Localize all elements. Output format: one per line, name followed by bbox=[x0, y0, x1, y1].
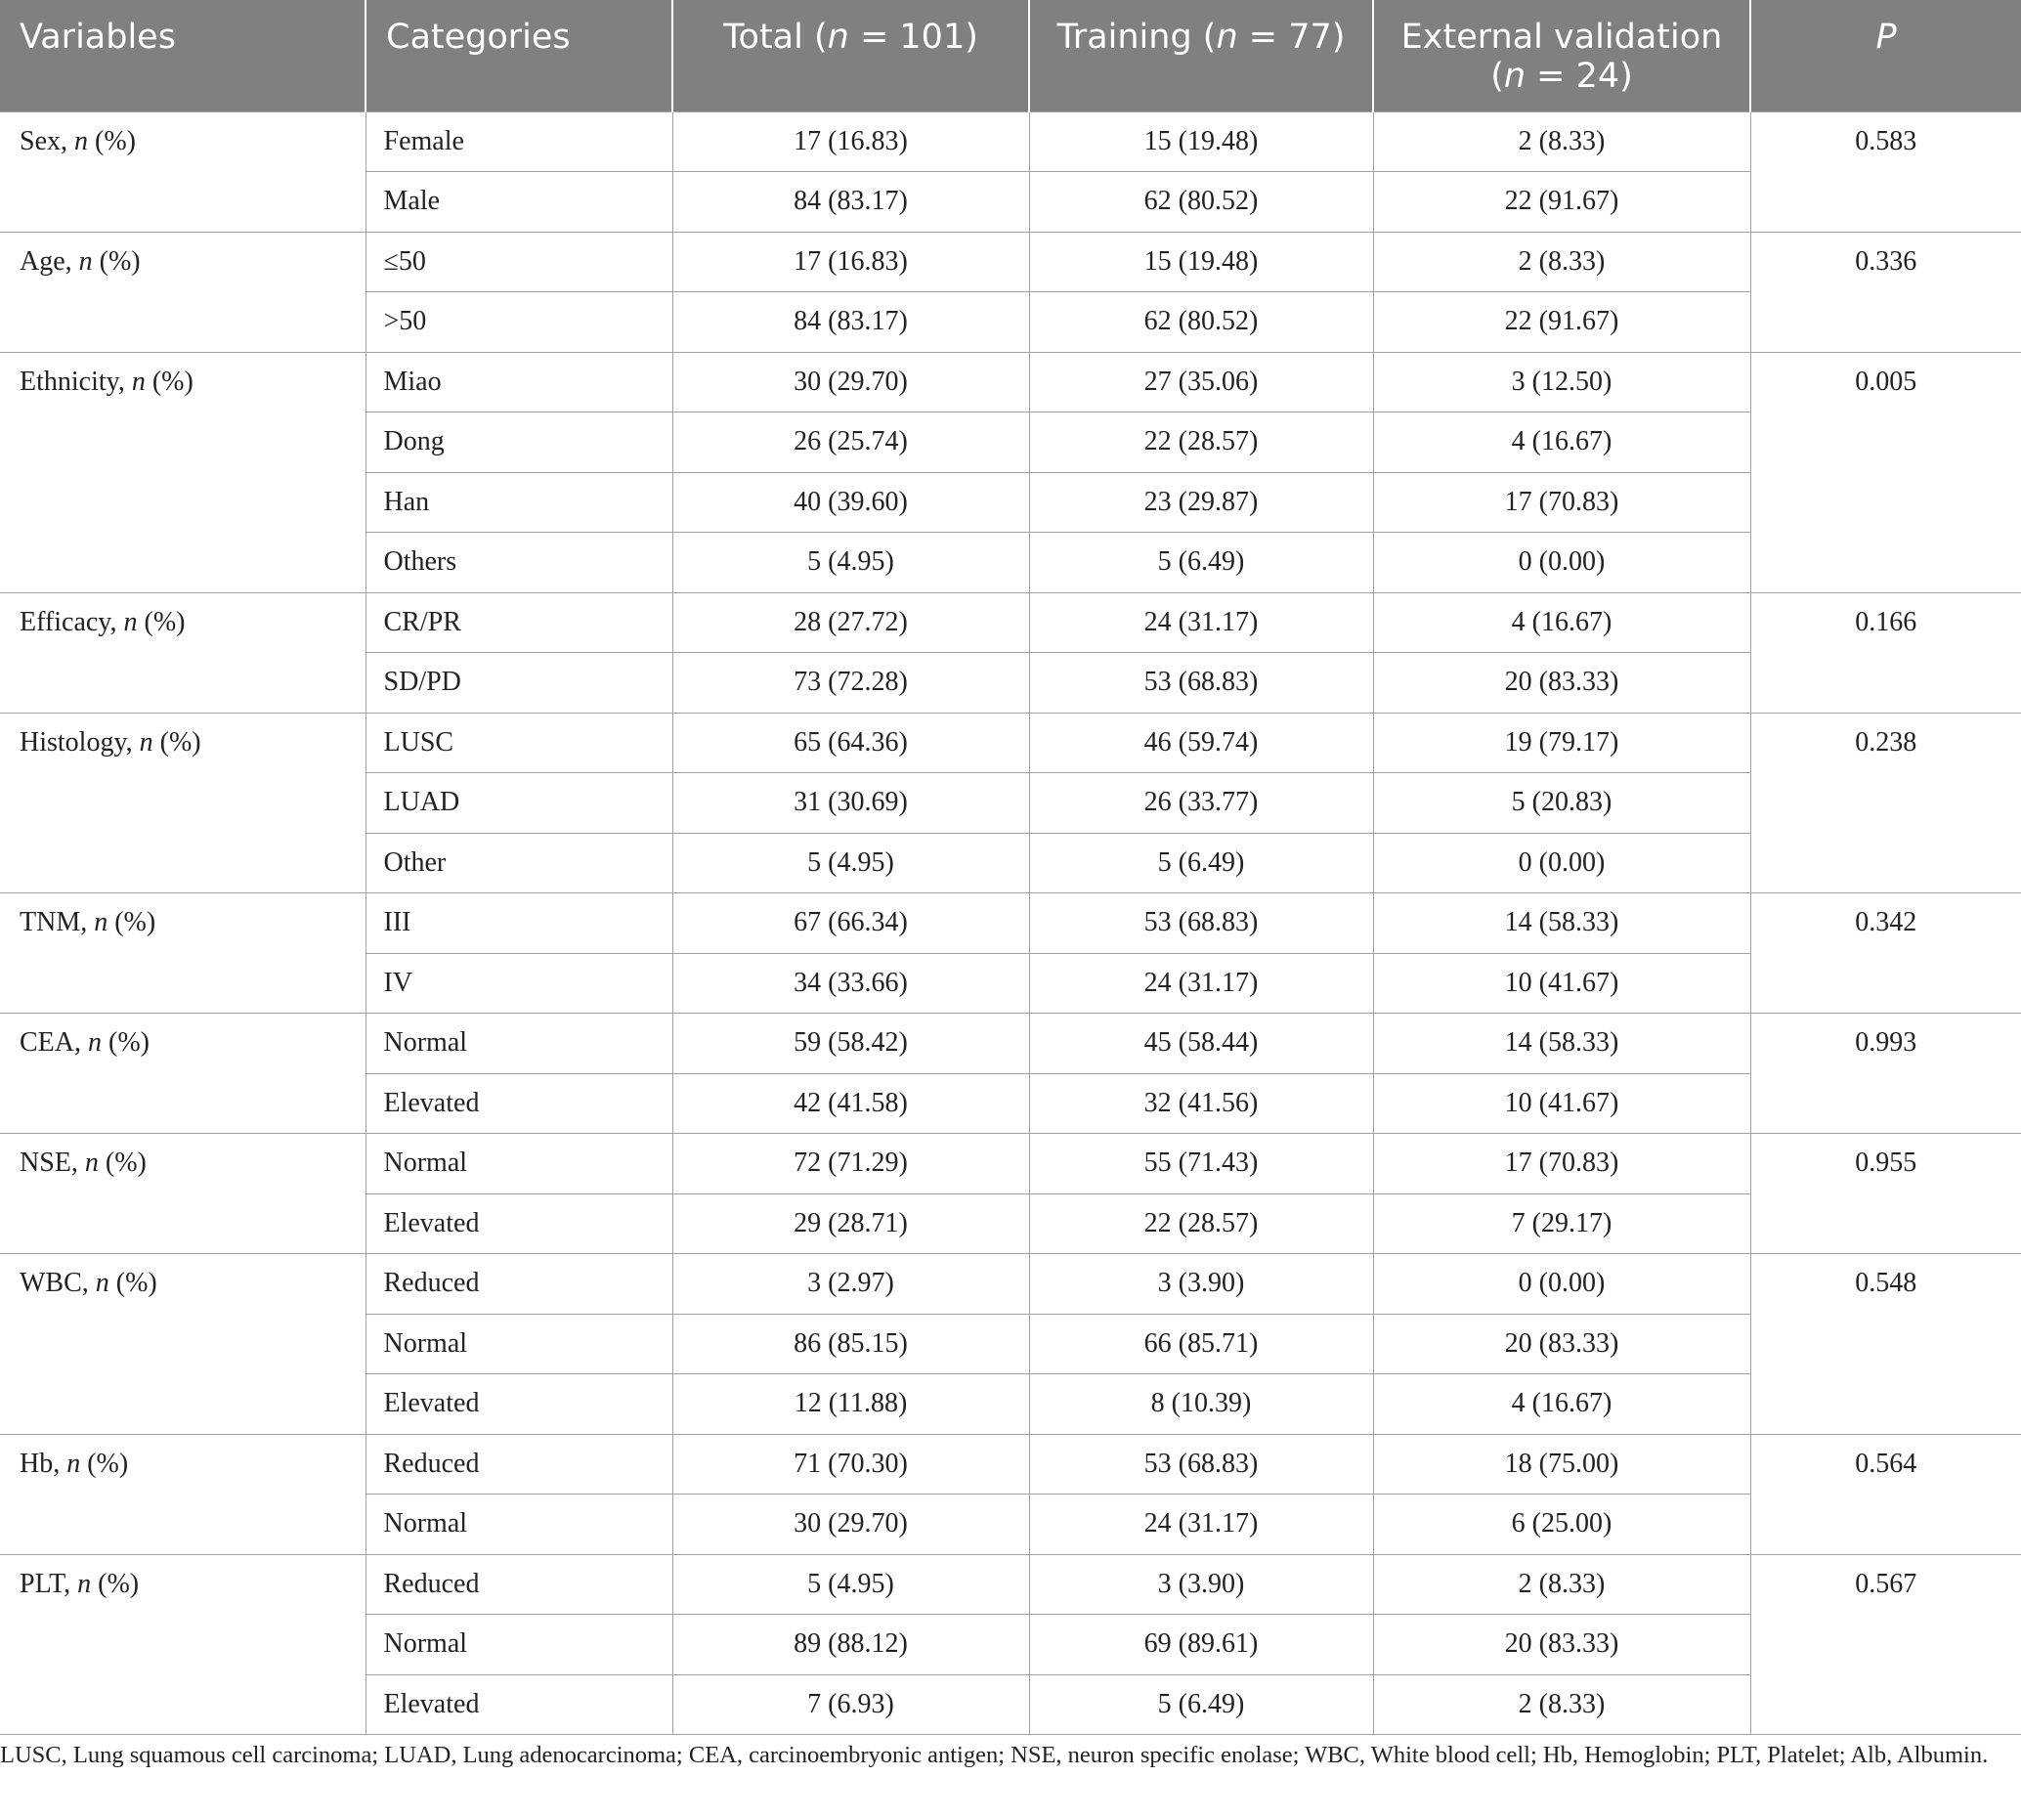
external-validation-cell: 4 (16.67) bbox=[1373, 592, 1750, 653]
training-cell: 3 (3.90) bbox=[1029, 1254, 1373, 1315]
variable-cell: WBC, n (%) bbox=[0, 1254, 366, 1435]
total-cell: 3 (2.97) bbox=[672, 1254, 1029, 1315]
category-cell: Normal bbox=[366, 1134, 672, 1194]
total-cell: 42 (41.58) bbox=[672, 1073, 1029, 1134]
training-cell: 8 (10.39) bbox=[1029, 1374, 1373, 1435]
total-cell: 86 (85.15) bbox=[672, 1314, 1029, 1374]
training-cell: 53 (68.83) bbox=[1029, 893, 1373, 954]
external-validation-cell: 7 (29.17) bbox=[1373, 1193, 1750, 1254]
external-validation-cell: 20 (83.33) bbox=[1373, 653, 1750, 714]
training-cell: 24 (31.17) bbox=[1029, 953, 1373, 1014]
total-cell: 29 (28.71) bbox=[672, 1193, 1029, 1254]
external-validation-cell: 2 (8.33) bbox=[1373, 1674, 1750, 1735]
p-value-cell: 0.336 bbox=[1750, 232, 2021, 352]
total-cell: 5 (4.95) bbox=[672, 533, 1029, 593]
header-training: Training (n = 77) bbox=[1029, 0, 1373, 111]
category-cell: CR/PR bbox=[366, 592, 672, 653]
total-cell: 73 (72.28) bbox=[672, 653, 1029, 714]
external-validation-cell: 19 (79.17) bbox=[1373, 713, 1750, 773]
p-value-cell: 0.955 bbox=[1750, 1134, 2021, 1254]
category-cell: Normal bbox=[366, 1615, 672, 1675]
variable-cell: Hb, n (%) bbox=[0, 1434, 366, 1554]
total-cell: 65 (64.36) bbox=[672, 713, 1029, 773]
p-value-cell: 0.567 bbox=[1750, 1554, 2021, 1735]
category-cell: Normal bbox=[366, 1014, 672, 1074]
category-cell: Normal bbox=[366, 1314, 672, 1374]
category-cell: Dong bbox=[366, 412, 672, 473]
total-cell: 84 (83.17) bbox=[672, 292, 1029, 353]
table-row bbox=[0, 1134, 2021, 1194]
category-cell: Normal bbox=[366, 1495, 672, 1555]
variable-cell: Efficacy, n (%) bbox=[0, 592, 366, 713]
total-cell: 12 (11.88) bbox=[672, 1374, 1029, 1435]
training-cell: 5 (6.49) bbox=[1029, 1674, 1373, 1735]
category-cell: Reduced bbox=[366, 1554, 672, 1615]
total-cell: 34 (33.66) bbox=[672, 953, 1029, 1014]
external-validation-cell: 22 (91.67) bbox=[1373, 172, 1750, 233]
total-cell: 71 (70.30) bbox=[672, 1434, 1029, 1495]
external-validation-cell: 2 (8.33) bbox=[1373, 1554, 1750, 1615]
table-row bbox=[0, 111, 2021, 172]
external-validation-cell: 14 (58.33) bbox=[1373, 893, 1750, 954]
training-cell: 24 (31.17) bbox=[1029, 592, 1373, 653]
total-cell: 7 (6.93) bbox=[672, 1674, 1029, 1735]
header-variables: Variables bbox=[0, 0, 366, 111]
training-cell: 5 (6.49) bbox=[1029, 833, 1373, 893]
training-cell: 32 (41.56) bbox=[1029, 1073, 1373, 1134]
category-cell: Others bbox=[366, 533, 672, 593]
external-validation-cell: 5 (20.83) bbox=[1373, 773, 1750, 834]
external-validation-cell: 0 (0.00) bbox=[1373, 1254, 1750, 1315]
training-cell: 55 (71.43) bbox=[1029, 1134, 1373, 1194]
training-cell: 46 (59.74) bbox=[1029, 713, 1373, 773]
external-validation-cell: 2 (8.33) bbox=[1373, 111, 1750, 172]
total-cell: 17 (16.83) bbox=[672, 232, 1029, 292]
external-validation-cell: 20 (83.33) bbox=[1373, 1615, 1750, 1675]
external-validation-cell: 14 (58.33) bbox=[1373, 1014, 1750, 1074]
p-value-cell: 0.548 bbox=[1750, 1254, 2021, 1435]
table-row bbox=[0, 592, 2021, 653]
category-cell: Elevated bbox=[366, 1073, 672, 1134]
p-value-cell: 0.238 bbox=[1750, 713, 2021, 893]
category-cell: SD/PD bbox=[366, 653, 672, 714]
p-value-cell: 0.583 bbox=[1750, 111, 2021, 232]
total-cell: 31 (30.69) bbox=[672, 773, 1029, 834]
training-cell: 45 (58.44) bbox=[1029, 1014, 1373, 1074]
training-cell: 62 (80.52) bbox=[1029, 172, 1373, 233]
external-validation-cell: 4 (16.67) bbox=[1373, 412, 1750, 473]
p-value-cell: 0.005 bbox=[1750, 352, 2021, 592]
category-cell: LUSC bbox=[366, 713, 672, 773]
total-cell: 26 (25.74) bbox=[672, 412, 1029, 473]
table-footnote: LUSC, Lung squamous cell carcinoma; LUAD, Lung adenocarcinoma; CEA, carcinoembryonic antigen; NSE, neuron specific enolase; WBC, White blood cell; Hb, Hemoglobin; PLT, Platelet; Alb, Albumin. bbox=[0, 1742, 1989, 1768]
training-cell: 26 (33.77) bbox=[1029, 773, 1373, 834]
header-external-validation: External validation (n = 24) bbox=[1373, 0, 1750, 111]
header-row bbox=[0, 0, 2021, 111]
training-cell: 23 (29.87) bbox=[1029, 472, 1373, 533]
header-total: Total (n = 101) bbox=[672, 0, 1029, 111]
external-validation-cell: 0 (0.00) bbox=[1373, 833, 1750, 893]
table-row bbox=[0, 713, 2021, 773]
table-body bbox=[0, 111, 2021, 1735]
variable-cell: Histology, n (%) bbox=[0, 713, 366, 893]
table-row bbox=[0, 352, 2021, 412]
total-cell: 5 (4.95) bbox=[672, 1554, 1029, 1615]
category-cell: Male bbox=[366, 172, 672, 233]
category-cell: Female bbox=[366, 111, 672, 172]
training-cell: 15 (19.48) bbox=[1029, 111, 1373, 172]
table-row bbox=[0, 1554, 2021, 1615]
external-validation-cell: 17 (70.83) bbox=[1373, 1134, 1750, 1194]
header-categories: Categories bbox=[366, 0, 672, 111]
external-validation-cell: 18 (75.00) bbox=[1373, 1434, 1750, 1495]
variable-cell: Ethnicity, n (%) bbox=[0, 352, 366, 592]
category-cell: III bbox=[366, 893, 672, 954]
training-cell: 66 (85.71) bbox=[1029, 1314, 1373, 1374]
category-cell: Han bbox=[366, 472, 672, 533]
total-cell: 30 (29.70) bbox=[672, 352, 1029, 412]
variable-cell: Age, n (%) bbox=[0, 232, 366, 352]
category-cell: Elevated bbox=[366, 1374, 672, 1435]
training-cell: 22 (28.57) bbox=[1029, 1193, 1373, 1254]
category-cell: Elevated bbox=[366, 1674, 672, 1735]
total-cell: 72 (71.29) bbox=[672, 1134, 1029, 1194]
variable-cell: NSE, n (%) bbox=[0, 1134, 366, 1254]
external-validation-cell: 10 (41.67) bbox=[1373, 1073, 1750, 1134]
header-p-value: P bbox=[1750, 0, 2021, 111]
total-cell: 28 (27.72) bbox=[672, 592, 1029, 653]
variable-cell: Sex, n (%) bbox=[0, 111, 366, 232]
external-validation-cell: 0 (0.00) bbox=[1373, 533, 1750, 593]
total-cell: 89 (88.12) bbox=[672, 1615, 1029, 1675]
table-row bbox=[0, 1014, 2021, 1074]
table-row bbox=[0, 893, 2021, 954]
category-cell: Reduced bbox=[366, 1434, 672, 1495]
external-validation-cell: 20 (83.33) bbox=[1373, 1314, 1750, 1374]
training-cell: 69 (89.61) bbox=[1029, 1615, 1373, 1675]
p-value-cell: 0.564 bbox=[1750, 1434, 2021, 1554]
training-cell: 27 (35.06) bbox=[1029, 352, 1373, 412]
p-value-cell: 0.166 bbox=[1750, 592, 2021, 713]
variable-cell: TNM, n (%) bbox=[0, 893, 366, 1014]
training-cell: 53 (68.83) bbox=[1029, 653, 1373, 714]
table-row bbox=[0, 1254, 2021, 1315]
external-validation-cell: 22 (91.67) bbox=[1373, 292, 1750, 353]
external-validation-cell: 10 (41.67) bbox=[1373, 953, 1750, 1014]
category-cell: Miao bbox=[366, 352, 672, 412]
table-row bbox=[0, 232, 2021, 292]
training-cell: 53 (68.83) bbox=[1029, 1434, 1373, 1495]
category-cell: Other bbox=[366, 833, 672, 893]
external-validation-cell: 2 (8.33) bbox=[1373, 232, 1750, 292]
training-cell: 62 (80.52) bbox=[1029, 292, 1373, 353]
training-cell: 5 (6.49) bbox=[1029, 533, 1373, 593]
total-cell: 5 (4.95) bbox=[672, 833, 1029, 893]
external-validation-cell: 17 (70.83) bbox=[1373, 472, 1750, 533]
training-cell: 3 (3.90) bbox=[1029, 1554, 1373, 1615]
total-cell: 17 (16.83) bbox=[672, 111, 1029, 172]
category-cell: >50 bbox=[366, 292, 672, 353]
total-cell: 40 (39.60) bbox=[672, 472, 1029, 533]
category-cell: Reduced bbox=[366, 1254, 672, 1315]
category-cell: LUAD bbox=[366, 773, 672, 834]
external-validation-cell: 4 (16.67) bbox=[1373, 1374, 1750, 1435]
external-validation-cell: 6 (25.00) bbox=[1373, 1495, 1750, 1555]
total-cell: 59 (58.42) bbox=[672, 1014, 1029, 1074]
category-cell: Elevated bbox=[366, 1193, 672, 1254]
variable-cell: PLT, n (%) bbox=[0, 1554, 366, 1735]
p-value-cell: 0.993 bbox=[1750, 1014, 2021, 1134]
training-cell: 22 (28.57) bbox=[1029, 412, 1373, 473]
external-validation-cell: 3 (12.50) bbox=[1373, 352, 1750, 412]
total-cell: 67 (66.34) bbox=[672, 893, 1029, 954]
training-cell: 15 (19.48) bbox=[1029, 232, 1373, 292]
p-value-cell: 0.342 bbox=[1750, 893, 2021, 1014]
category-cell: IV bbox=[366, 953, 672, 1014]
total-cell: 84 (83.17) bbox=[672, 172, 1029, 233]
category-cell: ≤50 bbox=[366, 232, 672, 292]
total-cell: 30 (29.70) bbox=[672, 1495, 1029, 1555]
table-row bbox=[0, 1434, 2021, 1495]
variable-cell: CEA, n (%) bbox=[0, 1014, 366, 1134]
training-cell: 24 (31.17) bbox=[1029, 1495, 1373, 1555]
